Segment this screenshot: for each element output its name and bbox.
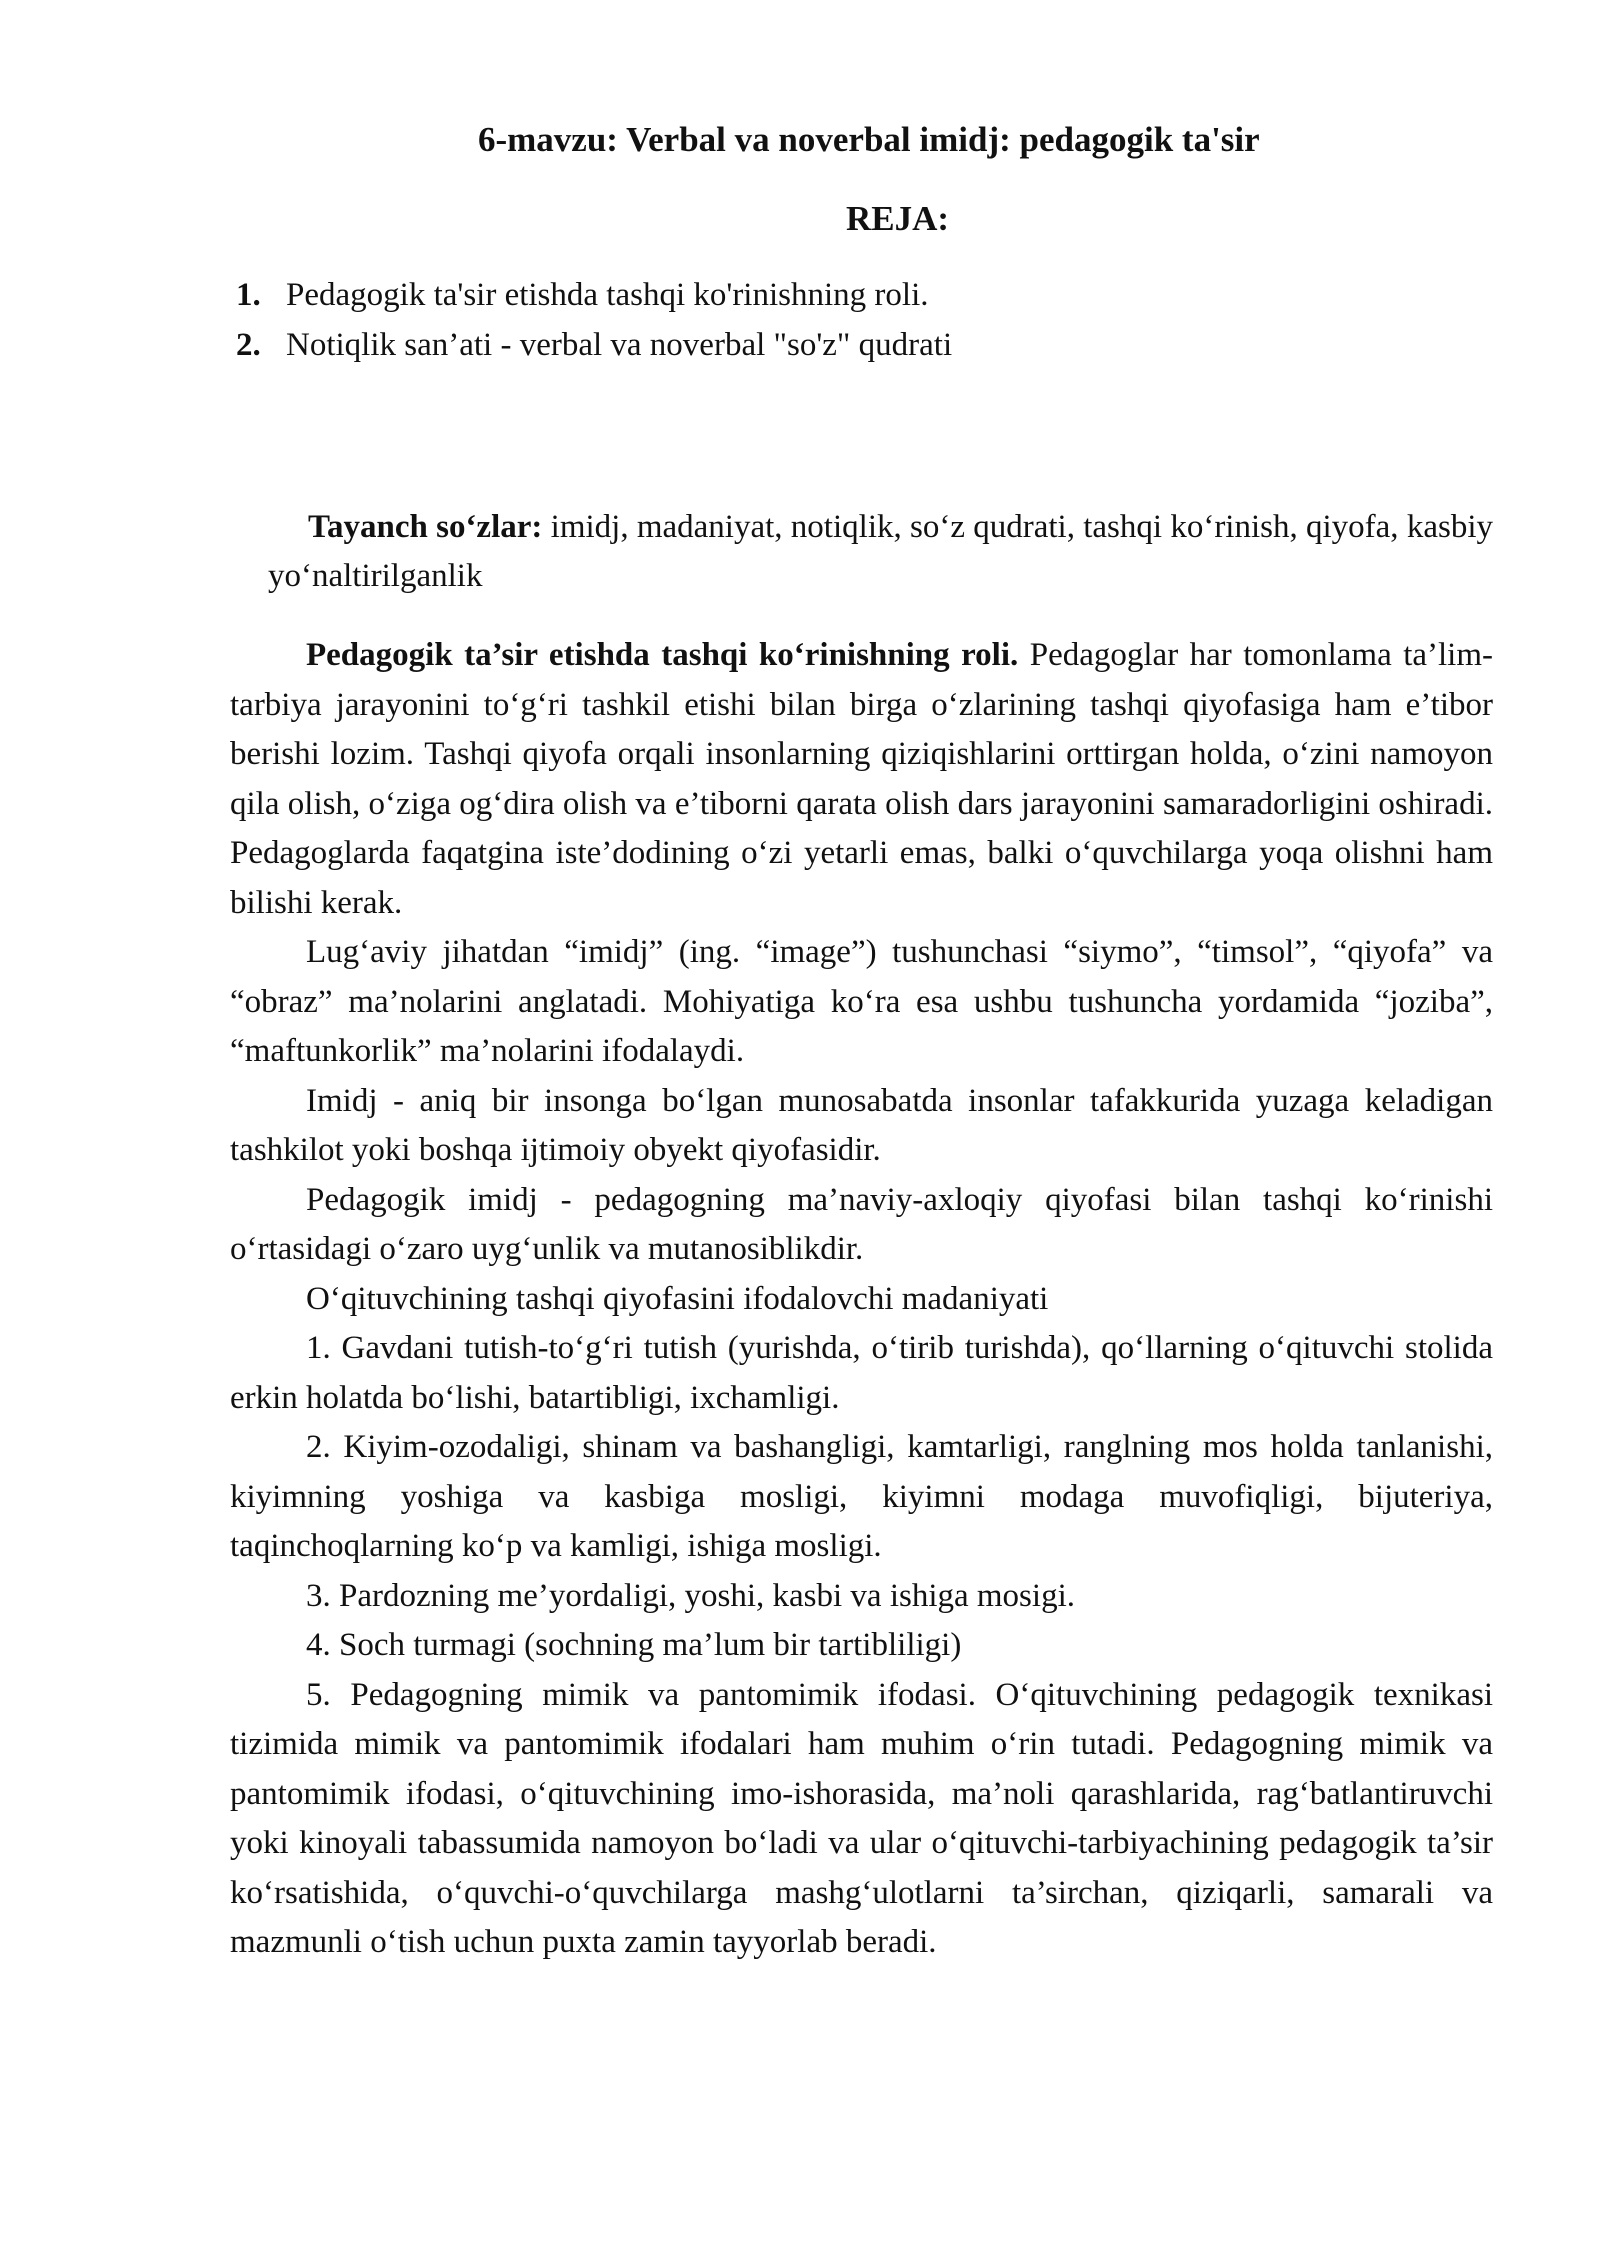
plan-item bbox=[236, 320, 952, 370]
keywords-paragraph bbox=[268, 503, 1493, 601]
plan-list bbox=[236, 270, 952, 370]
plan-item-number: 1. bbox=[236, 277, 261, 313]
keywords-text: imidj, madaniyat, notiqlik, so‘z qudrati, tashqi ko‘rinish, qiyofa, kasbiy yo‘naltirilganlik bbox=[268, 509, 1493, 594]
plan-item-number: 2. bbox=[236, 327, 261, 363]
paragraph: Lug‘aviy jihatdan “imidj” (ing. “image”) tushunchasi “siymo”, “timsol”, “qiyofa” va “obraz” ma’nolarini anglatadi. Mohiyatiga ko‘ra esa ushbu tushuncha yordamida “joziba”, “maftunkorlik” ma’nolarini ifodalaydi. bbox=[230, 934, 1493, 1069]
plan-heading: REJA: bbox=[846, 199, 950, 238]
paragraph: O‘qituvchining tashqi qiyofasini ifodalovchi madaniyati bbox=[306, 1280, 1049, 1317]
keywords-label: Tayanch so‘zlar: bbox=[308, 509, 543, 545]
paragraph: 1. Gavdani tutish-to‘g‘ri tutish (yurishda, o‘tirib turishda), qo‘llarning o‘qituvchi stolida erkin holatda bo‘lishi, batartibligi, ixchamligi. bbox=[230, 1330, 1493, 1416]
paragraph-text: Pedagoglar har tomonlama ta’lim-tarbiya jarayonini to‘g‘ri tashkil etishi bilan birga o‘zlarining tashqi qiyofasiga ham e’tibor berishi lozim. Tashqi qiyofa orqali insonlarning qiziqishlarini orttirgan holda, o‘zini namoyon qila olish, o‘ziga og‘dira olish va e’tiborni qarata olish dars jarayonini samaradorligini oshiradi. Pedagoglarda faqatgina iste’dodining o‘zi yetarli emas, balki o‘quvchilarga yoqa olishni ham bilishi kerak. bbox=[230, 637, 1493, 921]
plan-item-text: Pedagogik ta'sir etishda tashqi ko'rinishning roli. bbox=[286, 277, 929, 313]
plan-item bbox=[236, 270, 952, 320]
body-text bbox=[230, 631, 1493, 1968]
paragraph: 4. Soch turmagi (sochning ma’lum bir tartibliligi) bbox=[306, 1627, 962, 1663]
paragraph: Pedagogik imidj - pedagogning ma’naviy-axloqiy qiyofasi bilan tashqi ko‘rinishi o‘rtasidagi o‘zaro uyg‘unlik va mutanosiblikdir. bbox=[230, 1181, 1493, 1267]
paragraph: Imidj - aniq bir insonga bo‘lgan munosabatda insonlar tafakkurida yuzaga keladigan tashkilot yoki boshqa ijtimoiy obyekt qiyofasidir. bbox=[230, 1082, 1493, 1168]
paragraph: 2. Kiyim-ozodaligi, shinam va bashangligi, kamtarligi, ranglning mos holda tanlanishi, kiyimning yoshiga va kasbiga mosligi, kiyimni modaga muvofiqligi, bijuteriya, taqinchoqlarning ko‘p va kamligi, ishiga mosligi. bbox=[230, 1429, 1493, 1564]
section-heading: Pedagogik ta’sir etishda tashqi ko‘rinishning roli. bbox=[306, 637, 1019, 673]
paragraph bbox=[230, 631, 1493, 928]
plan-item-text: Notiqlik san’ati - verbal va noverbal "so'z" qudrati bbox=[286, 327, 953, 363]
paragraph: 3. Pardozning me’yordaligi, yoshi, kasbi va ishiga mosigi. bbox=[306, 1577, 1075, 1614]
paragraph: 5. Pedagogning mimik va pantomimik ifodasi. O‘qituvchining pedagogik texnikasi tizimida mimik va pantomimik ifodalari ham muhim o‘rin tutadi. Pedagogning mimik va pantomimik ifodasi, o‘qituvchining imo-ishorasida, ma’noli qarashlarida, rag‘batlantiruvchi yoki kinoyali tabassumida namoyon bo‘ladi va ular o‘qituvchi-tarbiyachining pedagogik ta’sir ko‘rsatishida, o‘quvchi-o‘quvchilarga mashg‘ulotlarni ta’sirchan, qiziqarli, samarali va mazmunli o‘tish uchun puxta zamin tayyorlab beradi. bbox=[230, 1676, 1493, 1960]
document-title: 6-mavzu: Verbal va noverbal imidj: pedagogik ta'sir bbox=[478, 120, 1260, 159]
